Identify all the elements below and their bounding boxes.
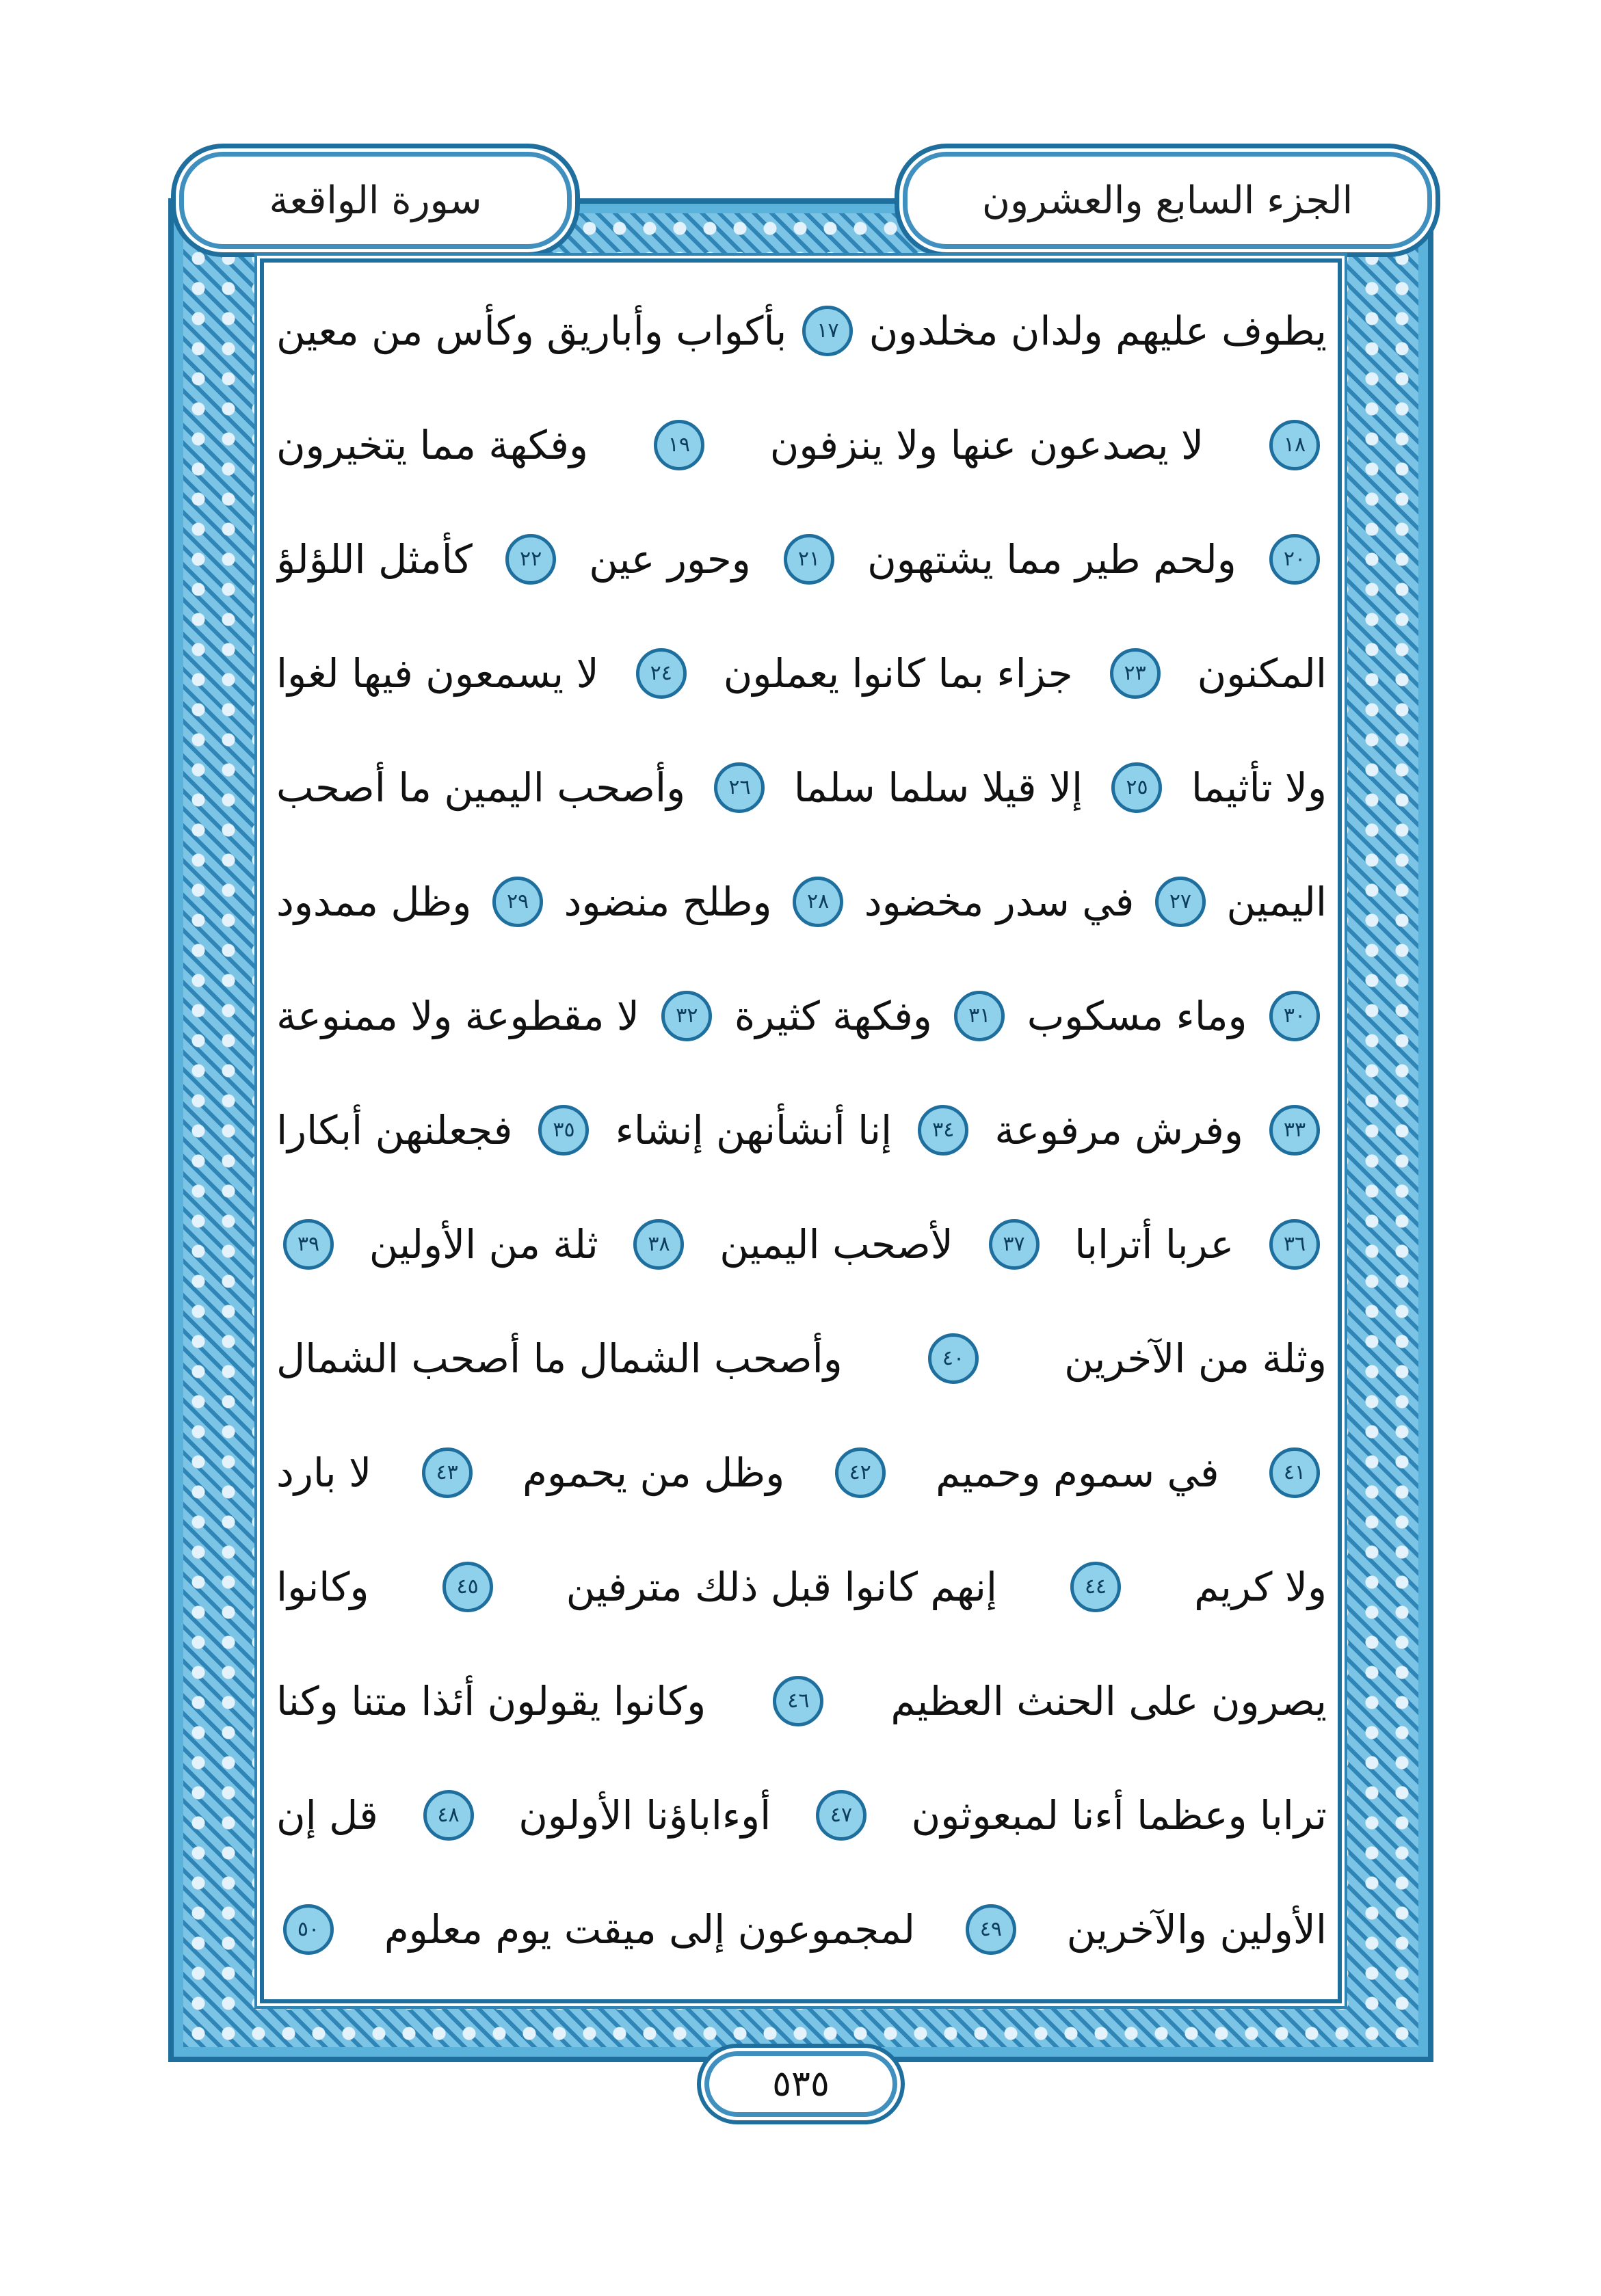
text-line <box>276 397 1327 492</box>
text-segment: وظل ممدود <box>276 878 472 925</box>
verse-marker: ٣٧ <box>989 1219 1040 1270</box>
text-segment: لمجموعون إلى ميقت يوم معلوم <box>384 1906 916 1953</box>
text-line <box>276 1311 1327 1406</box>
verse-marker: ٤٠ <box>928 1333 979 1384</box>
text-segment: قل إن <box>276 1791 378 1839</box>
text-segment: لا يصدعون عنها ولا ينزفون <box>769 421 1204 468</box>
text-segment: ثلة من الأولين <box>369 1220 598 1268</box>
verse-marker: ١٩ <box>654 420 704 470</box>
text-segment: ولحم طير مما يشتهون <box>867 535 1236 583</box>
verse-marker: ٣٦ <box>1269 1219 1320 1270</box>
text-line <box>276 1767 1327 1863</box>
verse-marker: ٢٢ <box>505 534 556 585</box>
text-line <box>276 854 1327 949</box>
verse-marker: ٣٣ <box>1269 1105 1320 1156</box>
verse-marker: ٣٥ <box>538 1105 589 1156</box>
text-segment: فجعلنهن أبكارا <box>276 1106 513 1153</box>
text-segment: وحور عين <box>589 535 751 583</box>
verse-marker: ٢٥ <box>1111 762 1162 813</box>
verse-marker: ٢٦ <box>714 762 765 813</box>
text-line <box>276 1082 1327 1177</box>
verse-marker: ٤٢ <box>835 1447 886 1498</box>
text-segment: لا يسمعون فيها لغوا <box>276 650 599 697</box>
text-line <box>276 1425 1327 1520</box>
text-segment: لا مقطوعة ولا ممنوعة <box>276 992 639 1039</box>
verse-marker: ٢١ <box>784 534 834 585</box>
text-segment: إنهم كانوا قبل ذلك مترفين <box>566 1563 997 1610</box>
text-line <box>276 740 1327 835</box>
text-segment: ترابا وعظما أءنا لمبعوثون <box>911 1791 1327 1839</box>
juz-title: الجزء السابع والعشرون <box>903 152 1432 249</box>
verse-marker: ٣٨ <box>633 1219 684 1270</box>
text-segment: بأكواب وأباريق وكأس من معين <box>276 307 787 354</box>
text-line <box>276 1653 1327 1748</box>
text-line <box>276 283 1327 378</box>
text-line <box>276 1882 1327 1977</box>
text-segment: جزاء بما كانوا يعملون <box>723 650 1073 697</box>
verse-marker: ١٧ <box>802 306 853 356</box>
text-segment: أوءاباؤنا الأولون <box>518 1791 771 1839</box>
text-line <box>276 1539 1327 1634</box>
text-segment: اليمين <box>1226 878 1327 925</box>
surah-title: سورة الواقعة <box>179 152 572 249</box>
text-segment: ولا كريم <box>1194 1563 1327 1610</box>
text-segment: إنا أنشأنهن إنشاء <box>615 1106 892 1153</box>
text-segment: وكانوا يقولون أئذا متنا وكنا <box>276 1677 706 1724</box>
verse-marker: ٤٣ <box>422 1447 473 1498</box>
text-segment: وظل من يحموم <box>522 1449 785 1496</box>
text-segment: يصرون على الحنث العظيم <box>890 1677 1327 1724</box>
verse-marker: ٣٠ <box>1269 991 1320 1041</box>
text-segment: ولا تأثيما <box>1191 764 1327 811</box>
verse-marker: ٤١ <box>1269 1447 1320 1498</box>
verse-marker: ٣١ <box>954 991 1005 1041</box>
verse-marker: ٣٢ <box>661 991 712 1041</box>
verse-marker: ٢٣ <box>1110 648 1161 699</box>
verse-marker: ٢٠ <box>1269 534 1320 585</box>
text-segment: لأصحب اليمين <box>719 1220 953 1268</box>
text-segment: إلا قيلا سلما سلما <box>793 764 1083 811</box>
text-segment: وأصحب اليمين ما أصحب <box>276 764 686 811</box>
verse-marker: ٤٨ <box>423 1790 474 1841</box>
text-line <box>276 511 1327 606</box>
quran-text <box>276 273 1327 1990</box>
text-segment: عربا أترابا <box>1074 1220 1234 1268</box>
verse-marker: ٤٧ <box>816 1790 866 1841</box>
text-segment: في سدر مخضود <box>864 878 1135 925</box>
verse-marker: ٢٨ <box>793 877 843 927</box>
verse-marker: ٥٠ <box>283 1904 334 1955</box>
text-line <box>276 968 1327 1063</box>
text-segment: يطوف عليهم ولدان مخلدون <box>869 307 1327 354</box>
text-segment: وكانوا <box>276 1563 369 1610</box>
verse-marker: ٢٧ <box>1155 877 1206 927</box>
text-segment: وفكهة مما يتخيرون <box>276 421 588 468</box>
text-segment: المكنون <box>1197 650 1327 697</box>
text-segment: الأولين والآخرين <box>1066 1906 1327 1953</box>
text-segment: وماء مسكوب <box>1027 992 1247 1039</box>
verse-marker: ٤٥ <box>442 1562 493 1612</box>
verse-marker: ٤٩ <box>966 1904 1016 1955</box>
verse-marker: ١٨ <box>1269 420 1320 470</box>
text-segment: وطلح منضود <box>564 878 772 925</box>
page-number: ٥٣٥ <box>704 2051 897 2117</box>
verse-marker: ٢٤ <box>636 648 687 699</box>
verse-marker: ٣٩ <box>283 1219 334 1270</box>
text-segment: وفكهة كثيرة <box>734 992 932 1039</box>
text-segment: وفرش مرفوعة <box>994 1106 1243 1153</box>
text-segment: في سموم وحميم <box>936 1449 1219 1496</box>
text-line <box>276 1197 1327 1292</box>
verse-marker: ٤٤ <box>1070 1562 1121 1612</box>
text-segment: وثلة من الآخرين <box>1064 1335 1327 1382</box>
verse-marker: ٤٦ <box>773 1676 823 1726</box>
text-segment: لا بارد <box>276 1449 372 1496</box>
text-line <box>276 626 1327 721</box>
verse-marker: ٣٤ <box>918 1105 968 1156</box>
text-segment: وأصحب الشمال ما أصحب الشمال <box>276 1335 843 1382</box>
verse-marker: ٢٩ <box>492 877 543 927</box>
text-segment: كأمثل اللؤلؤ <box>276 535 473 583</box>
